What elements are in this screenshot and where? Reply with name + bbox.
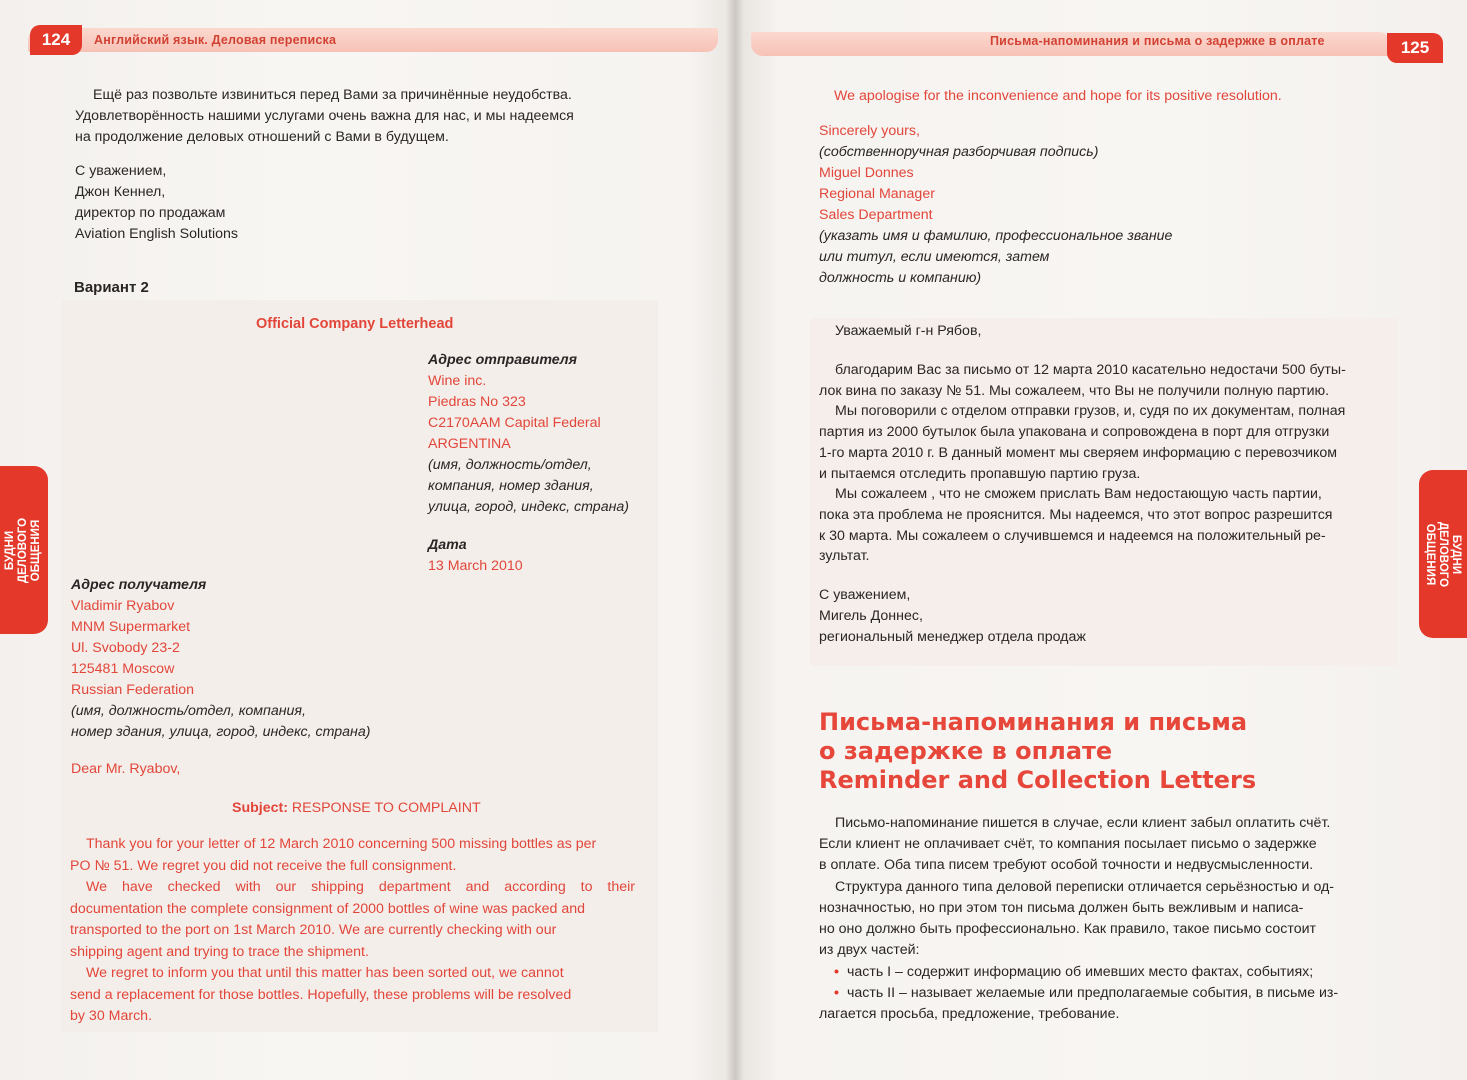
ru-body-line: зультат.	[819, 548, 870, 565]
ru-signoff-line: С уважением,	[819, 587, 911, 603]
date-value: 13 March 2010	[428, 558, 523, 574]
subject-value: RESPONSE TO COMPLAINT	[291, 800, 481, 816]
sign-line: Regional Manager	[819, 186, 935, 202]
sender-line: ARGENTINA	[428, 436, 511, 452]
body-line: PO № 51. We regret you did not receive the full consignment.	[70, 857, 457, 874]
body-line: We have checked with our shipping department and according to their	[86, 879, 636, 895]
section-paragraph	[819, 813, 1389, 961]
right-side-tab-label: БУДНИ ДЕЛОВОГО ОБЩЕНИЯ	[1424, 521, 1463, 587]
signature-note: (собственноручная разборчивая подпись)	[819, 144, 1099, 160]
ru-body-line: к 30 марта. Мы сожалеем о случившемся и надеемся на положительный ре-	[819, 527, 1326, 544]
section-title-line: Reminder and Collection Letters	[819, 766, 1257, 794]
section-title	[819, 708, 1339, 795]
bullet-icon: •	[834, 964, 839, 980]
bullet-text: часть II – называет желаемые или предполагаемые события, в письме из-	[846, 985, 1339, 1002]
sender-note: улица, город, индекс, страна)	[428, 499, 630, 515]
sender-line: Wine inc.	[428, 373, 487, 389]
ru-body-line: пока эта проблема не прояснится. Мы надеемся, что этот вопрос разрешится	[819, 506, 1333, 523]
ru-body-line: партия из 2000 бутылок была упакована и сопровождена в порт для отгрузки	[819, 424, 1330, 441]
intro-paragraph	[75, 85, 659, 148]
ru-salutation: Уважаемый г-н Рябов,	[835, 323, 982, 339]
bullet-item	[834, 983, 1389, 1004]
ru-signoff-line: Мигель Доннес,	[819, 608, 923, 624]
ru-body-line: и пытаемся отследить пропавшую партию груза.	[819, 465, 1141, 482]
closing-block-en	[819, 121, 1172, 289]
sender-block	[428, 350, 629, 518]
ru-signoff-line: региональный менеджер отдела продаж	[819, 629, 1086, 645]
recipient-note: (имя, должность/отдел, компания,	[71, 703, 306, 719]
subject-line	[232, 798, 481, 819]
section-title-line: о задержке в оплате	[819, 737, 1113, 765]
ru-body-line: лок вина по заказу № 51. Мы сожалеем, что Вы не получили полную партию.	[819, 382, 1330, 399]
recipient-line: 125481 Moscow	[71, 661, 175, 677]
recipient-line: Vladimir Ryabov	[71, 598, 175, 614]
sender-note: компания, номер здания,	[428, 478, 594, 494]
body-line: by 30 March.	[70, 1008, 153, 1024]
intro-line: Удовлетворённость нашими услугами очень важна для нас, и мы надеемся	[75, 108, 574, 124]
left-running-title: Английский язык. Деловая переписка	[94, 33, 337, 47]
right-page-number: 125	[1387, 33, 1443, 63]
recipient-line: MNM Supermarket	[71, 619, 191, 635]
letterhead: Official Company Letterhead	[256, 316, 454, 332]
body-line: send a replacement for those bottles. Hopefully, these problems will be resolved	[70, 986, 572, 1003]
subject-label: Subject:	[232, 800, 288, 816]
apology-line: We apologise for the inconvenience and hope for its positive resolution.	[834, 88, 1282, 104]
para-line: Структура данного типа деловой переписки отличается серьёзностью и од-	[835, 878, 1335, 895]
left-page-number: 124	[30, 25, 82, 55]
signoff-line: Джон Кеннел,	[75, 184, 166, 200]
para-line: Письмо-напоминание пишется в случае, если клиент забыл оплатить счёт.	[835, 815, 1331, 831]
ru-body-line: Мы сожалеем , что не сможем прислать Вам недостающую часть партии,	[835, 486, 1322, 503]
left-side-tab	[0, 466, 48, 634]
ru-body-line: 1-го марта 2010 г. В данный момент мы сверяем информацию с перевозчиком	[819, 444, 1338, 461]
body-line: We regret to inform you that until this matter has been sorted out, we cannot	[86, 965, 564, 981]
ru-signoff	[819, 585, 1086, 648]
bullet-item	[834, 962, 1389, 983]
bullet-text: часть I – содержит информацию об имевших место фактах, событиях;	[846, 964, 1314, 980]
letter-body-en	[70, 834, 650, 1028]
date-label: Дата	[428, 537, 467, 553]
para-line: Если клиент не оплачивает счёт, то компания посылает письмо о задержке	[819, 836, 1317, 853]
section-title-line: Письма-напоминания и письма	[819, 708, 1248, 736]
sign-line: Miguel Donnes	[819, 165, 914, 181]
sign-line: Sales Department	[819, 207, 933, 223]
sign-note: или титул, если имеются, затем	[819, 249, 1050, 265]
signoff-line: С уважением,	[75, 163, 167, 179]
book-spine	[726, 0, 744, 1080]
ru-letter-body	[819, 360, 1389, 567]
recipient-line: Russian Federation	[71, 682, 195, 698]
salutation: Dear Mr. Ryabov,	[71, 761, 181, 777]
sign-note: (указать имя и фамилию, профессиональное звание	[819, 228, 1173, 244]
sender-line: Piedras No 323	[428, 394, 526, 410]
right-side-tab	[1419, 470, 1467, 638]
ru-body-line: благодарим Вас за письмо от 12 марта 2010 касательно недостачи 500 буты-	[835, 362, 1346, 378]
recipient-label: Адрес получателя	[71, 577, 207, 593]
para-line: но оно должно быть профессионально. Как правило, такое письмо состоит	[819, 921, 1317, 938]
ru-body-line: Мы поговорили с отделом отправки грузов, и, судя по их документам, полная	[835, 403, 1346, 420]
recipient-block	[71, 575, 370, 743]
intro-line: на продолжение деловых отношений с Вами в будущем.	[75, 129, 449, 145]
right-running-title: Письма-напоминания и письма о задержке в оплате	[990, 34, 1325, 48]
para-line: нозначностью, но при этом тон письма должен быть вежливым и написа-	[819, 899, 1304, 916]
recipient-note: номер здания, улица, город, индекс, страна)	[71, 724, 371, 740]
recipient-line: Ul. Svobody 23-2	[71, 640, 180, 656]
body-line: shipping agent and trying to trace the shipment.	[70, 943, 369, 960]
body-line: Thank you for your letter of 12 March 2010 concerning 500 missing bottles as per	[86, 836, 597, 852]
body-line: documentation the complete consignment of 2000 bottles of wine was packed and	[70, 900, 586, 917]
sender-line: C2170AAM Capital Federal	[428, 415, 601, 431]
left-side-tab-label: БУДНИ ДЕЛОВОГО ОБЩЕНИЯ	[4, 517, 43, 583]
signoff-line: Aviation English Solutions	[75, 226, 238, 242]
sign-note: должность и компанию)	[819, 270, 982, 286]
bullet-list	[819, 962, 1389, 1026]
sender-label: Адрес отправителя	[428, 352, 577, 368]
sender-note: (имя, должность/отдел,	[428, 457, 592, 473]
signoff-line: директор по продажам	[75, 205, 226, 221]
intro-line: Ещё раз позвольте извиниться перед Вами за причинённые неудобства.	[93, 87, 572, 103]
para-line: в оплате. Оба типа писем требуют особой точности и недвусмысленности.	[819, 857, 1314, 874]
body-line: transported to the port on 1st March 2010. We are currently checking with our	[70, 922, 557, 938]
bullet-icon: •	[834, 985, 839, 1002]
para-line: из двух частей:	[819, 942, 920, 959]
bullet-continuation: лагается просьба, предложение, требование.	[819, 1006, 1120, 1023]
date-block	[428, 535, 523, 577]
closing-en: Sincerely yours,	[819, 123, 920, 139]
variant-heading: Вариант 2	[74, 279, 149, 296]
signoff-ru	[75, 161, 238, 245]
